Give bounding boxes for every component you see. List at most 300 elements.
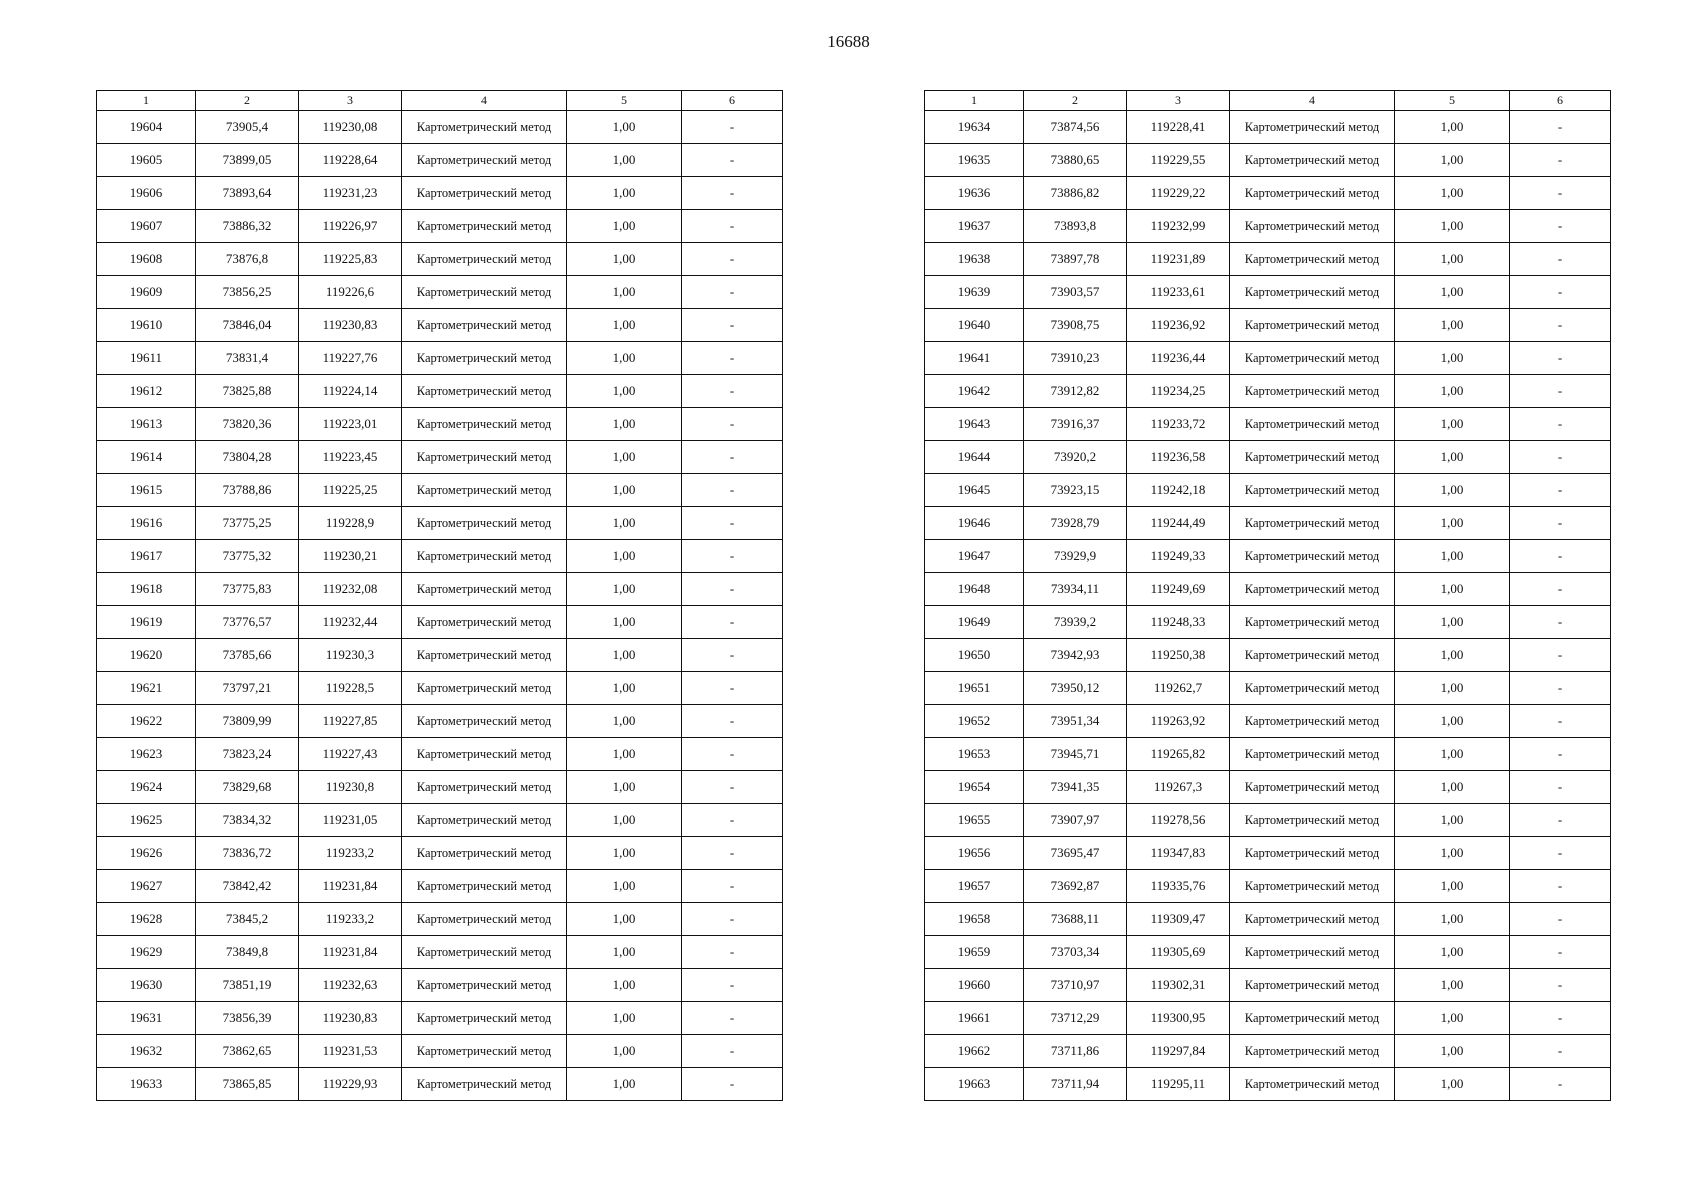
- point-number-cell: 19619: [97, 606, 196, 639]
- column-header: 1: [925, 91, 1024, 111]
- y-coordinate-cell: 119305,69: [1127, 936, 1230, 969]
- column-header: 6: [1510, 91, 1611, 111]
- table-row: [925, 1068, 1611, 1101]
- y-coordinate-cell: 119297,84: [1127, 1035, 1230, 1068]
- method-cell: Картометрический метод: [1230, 342, 1395, 375]
- point-number-cell: 19640: [925, 309, 1024, 342]
- note-cell: -: [1510, 606, 1611, 639]
- y-coordinate-cell: 119335,76: [1127, 870, 1230, 903]
- method-cell: Картометрический метод: [1230, 573, 1395, 606]
- x-coordinate-cell: 73703,34: [1024, 936, 1127, 969]
- accuracy-cell: 1,00: [567, 1035, 682, 1068]
- point-number-cell: 19660: [925, 969, 1024, 1002]
- point-number-cell: 19649: [925, 606, 1024, 639]
- note-cell: -: [1510, 177, 1611, 210]
- table-row: [925, 1035, 1611, 1068]
- method-cell: Картометрический метод: [402, 309, 567, 342]
- accuracy-cell: 1,00: [1395, 804, 1510, 837]
- y-coordinate-cell: 119227,85: [299, 705, 402, 738]
- accuracy-cell: 1,00: [1395, 705, 1510, 738]
- note-cell: -: [682, 1002, 783, 1035]
- table-row: [97, 540, 783, 573]
- accuracy-cell: 1,00: [1395, 111, 1510, 144]
- method-cell: Картометрический метод: [1230, 1002, 1395, 1035]
- y-coordinate-cell: 119233,2: [299, 903, 402, 936]
- method-cell: Картометрический метод: [402, 342, 567, 375]
- note-cell: -: [1510, 474, 1611, 507]
- x-coordinate-cell: 73831,4: [196, 342, 299, 375]
- method-cell: Картометрический метод: [1230, 936, 1395, 969]
- x-coordinate-cell: 73876,8: [196, 243, 299, 276]
- table-row: [97, 441, 783, 474]
- note-cell: -: [1510, 738, 1611, 771]
- table-row: [97, 969, 783, 1002]
- table-row: [925, 441, 1611, 474]
- y-coordinate-cell: 119230,21: [299, 540, 402, 573]
- method-cell: Картометрический метод: [1230, 672, 1395, 705]
- note-cell: -: [682, 771, 783, 804]
- note-cell: -: [1510, 243, 1611, 276]
- accuracy-cell: 1,00: [1395, 969, 1510, 1002]
- accuracy-cell: 1,00: [1395, 639, 1510, 672]
- x-coordinate-cell: 73929,9: [1024, 540, 1127, 573]
- note-cell: -: [1510, 1068, 1611, 1101]
- accuracy-cell: 1,00: [1395, 507, 1510, 540]
- point-number-cell: 19643: [925, 408, 1024, 441]
- point-number-cell: 19630: [97, 969, 196, 1002]
- table-row: [97, 474, 783, 507]
- x-coordinate-cell: 73823,24: [196, 738, 299, 771]
- accuracy-cell: 1,00: [1395, 1035, 1510, 1068]
- point-number-cell: 19653: [925, 738, 1024, 771]
- y-coordinate-cell: 119231,84: [299, 936, 402, 969]
- table-row: [925, 276, 1611, 309]
- x-coordinate-cell: 73939,2: [1024, 606, 1127, 639]
- x-coordinate-cell: 73845,2: [196, 903, 299, 936]
- table-row: [97, 276, 783, 309]
- x-coordinate-cell: 73899,05: [196, 144, 299, 177]
- accuracy-cell: 1,00: [1395, 408, 1510, 441]
- x-coordinate-cell: 73695,47: [1024, 837, 1127, 870]
- note-cell: -: [1510, 672, 1611, 705]
- method-cell: Картометрический метод: [402, 1002, 567, 1035]
- x-coordinate-cell: 73910,23: [1024, 342, 1127, 375]
- point-number-cell: 19632: [97, 1035, 196, 1068]
- x-coordinate-cell: 73711,86: [1024, 1035, 1127, 1068]
- note-cell: -: [682, 903, 783, 936]
- y-coordinate-cell: 119232,99: [1127, 210, 1230, 243]
- x-coordinate-cell: 73688,11: [1024, 903, 1127, 936]
- y-coordinate-cell: 119231,84: [299, 870, 402, 903]
- x-coordinate-cell: 73692,87: [1024, 870, 1127, 903]
- point-number-cell: 19644: [925, 441, 1024, 474]
- x-coordinate-cell: 73820,36: [196, 408, 299, 441]
- method-cell: Картометрический метод: [402, 837, 567, 870]
- accuracy-cell: 1,00: [567, 606, 682, 639]
- point-number-cell: 19663: [925, 1068, 1024, 1101]
- y-coordinate-cell: 119229,55: [1127, 144, 1230, 177]
- point-number-cell: 19658: [925, 903, 1024, 936]
- method-cell: Картометрический метод: [1230, 507, 1395, 540]
- method-cell: Картометрический метод: [1230, 309, 1395, 342]
- note-cell: -: [682, 111, 783, 144]
- point-number-cell: 19604: [97, 111, 196, 144]
- x-coordinate-cell: 73836,72: [196, 837, 299, 870]
- note-cell: -: [682, 837, 783, 870]
- point-number-cell: 19629: [97, 936, 196, 969]
- x-coordinate-cell: 73951,34: [1024, 705, 1127, 738]
- x-coordinate-cell: 73907,97: [1024, 804, 1127, 837]
- note-cell: -: [682, 342, 783, 375]
- table-row: [97, 342, 783, 375]
- note-cell: -: [1510, 309, 1611, 342]
- point-number-cell: 19624: [97, 771, 196, 804]
- point-number-cell: 19639: [925, 276, 1024, 309]
- point-number-cell: 19616: [97, 507, 196, 540]
- y-coordinate-cell: 119227,76: [299, 342, 402, 375]
- x-coordinate-cell: 73849,8: [196, 936, 299, 969]
- point-number-cell: 19623: [97, 738, 196, 771]
- method-cell: Картометрический метод: [402, 144, 567, 177]
- y-coordinate-cell: 119228,41: [1127, 111, 1230, 144]
- column-header: 4: [1230, 91, 1395, 111]
- accuracy-cell: 1,00: [567, 276, 682, 309]
- accuracy-cell: 1,00: [567, 408, 682, 441]
- method-cell: Картометрический метод: [1230, 210, 1395, 243]
- accuracy-cell: 1,00: [1395, 210, 1510, 243]
- table-row: [925, 540, 1611, 573]
- accuracy-cell: 1,00: [1395, 144, 1510, 177]
- x-coordinate-cell: 73916,37: [1024, 408, 1127, 441]
- x-coordinate-cell: 73842,42: [196, 870, 299, 903]
- note-cell: -: [1510, 408, 1611, 441]
- table-row: [97, 1035, 783, 1068]
- note-cell: -: [682, 408, 783, 441]
- point-number-cell: 19605: [97, 144, 196, 177]
- table-row: [925, 705, 1611, 738]
- y-coordinate-cell: 119230,3: [299, 639, 402, 672]
- table-row: [97, 375, 783, 408]
- table-row: [925, 969, 1611, 1002]
- accuracy-cell: 1,00: [567, 540, 682, 573]
- table-row: [925, 144, 1611, 177]
- table-row: [925, 342, 1611, 375]
- x-coordinate-cell: 73874,56: [1024, 111, 1127, 144]
- table-row: [925, 936, 1611, 969]
- accuracy-cell: 1,00: [567, 639, 682, 672]
- point-number-cell: 19612: [97, 375, 196, 408]
- y-coordinate-cell: 119236,92: [1127, 309, 1230, 342]
- accuracy-cell: 1,00: [567, 771, 682, 804]
- method-cell: Картометрический метод: [1230, 1068, 1395, 1101]
- table-row: [97, 210, 783, 243]
- note-cell: -: [1510, 837, 1611, 870]
- y-coordinate-cell: 119236,44: [1127, 342, 1230, 375]
- method-cell: Картометрический метод: [1230, 969, 1395, 1002]
- note-cell: -: [1510, 771, 1611, 804]
- table-row: [925, 639, 1611, 672]
- note-cell: -: [1510, 936, 1611, 969]
- point-number-cell: 19662: [925, 1035, 1024, 1068]
- x-coordinate-cell: 73775,83: [196, 573, 299, 606]
- point-number-cell: 19609: [97, 276, 196, 309]
- table-row: [925, 309, 1611, 342]
- table-row: [97, 309, 783, 342]
- point-number-cell: 19641: [925, 342, 1024, 375]
- y-coordinate-cell: 119263,92: [1127, 705, 1230, 738]
- method-cell: Картометрический метод: [402, 375, 567, 408]
- method-cell: Картометрический метод: [402, 243, 567, 276]
- table-row: [97, 1068, 783, 1101]
- column-header: 5: [1395, 91, 1510, 111]
- x-coordinate-cell: 73908,75: [1024, 309, 1127, 342]
- point-number-cell: 19618: [97, 573, 196, 606]
- x-coordinate-cell: 73865,85: [196, 1068, 299, 1101]
- x-coordinate-cell: 73923,15: [1024, 474, 1127, 507]
- note-cell: -: [1510, 870, 1611, 903]
- point-number-cell: 19647: [925, 540, 1024, 573]
- y-coordinate-cell: 119229,93: [299, 1068, 402, 1101]
- x-coordinate-cell: 73856,25: [196, 276, 299, 309]
- y-coordinate-cell: 119226,6: [299, 276, 402, 309]
- note-cell: -: [1510, 441, 1611, 474]
- y-coordinate-cell: 119233,72: [1127, 408, 1230, 441]
- point-number-cell: 19631: [97, 1002, 196, 1035]
- method-cell: Картометрический метод: [402, 441, 567, 474]
- y-coordinate-cell: 119226,97: [299, 210, 402, 243]
- x-coordinate-cell: 73942,93: [1024, 639, 1127, 672]
- point-number-cell: 19628: [97, 903, 196, 936]
- note-cell: -: [682, 804, 783, 837]
- method-cell: Картометрический метод: [1230, 870, 1395, 903]
- method-cell: Картометрический метод: [402, 210, 567, 243]
- note-cell: -: [682, 672, 783, 705]
- method-cell: Картометрический метод: [1230, 606, 1395, 639]
- accuracy-cell: 1,00: [1395, 771, 1510, 804]
- point-number-cell: 19625: [97, 804, 196, 837]
- method-cell: Картометрический метод: [1230, 705, 1395, 738]
- x-coordinate-cell: 73809,99: [196, 705, 299, 738]
- y-coordinate-cell: 119262,7: [1127, 672, 1230, 705]
- table-row: [97, 1002, 783, 1035]
- y-coordinate-cell: 119230,08: [299, 111, 402, 144]
- point-number-cell: 19615: [97, 474, 196, 507]
- note-cell: -: [1510, 639, 1611, 672]
- x-coordinate-cell: 73804,28: [196, 441, 299, 474]
- table-row: [925, 771, 1611, 804]
- x-coordinate-cell: 73893,8: [1024, 210, 1127, 243]
- method-cell: Картометрический метод: [402, 408, 567, 441]
- accuracy-cell: 1,00: [567, 903, 682, 936]
- y-coordinate-cell: 119233,61: [1127, 276, 1230, 309]
- table-row: [925, 837, 1611, 870]
- method-cell: Картометрический метод: [1230, 903, 1395, 936]
- y-coordinate-cell: 119224,14: [299, 375, 402, 408]
- x-coordinate-cell: 73785,66: [196, 639, 299, 672]
- point-number-cell: 19646: [925, 507, 1024, 540]
- x-coordinate-cell: 73934,11: [1024, 573, 1127, 606]
- accuracy-cell: 1,00: [1395, 342, 1510, 375]
- x-coordinate-cell: 73886,32: [196, 210, 299, 243]
- y-coordinate-cell: 119225,25: [299, 474, 402, 507]
- point-number-cell: 19655: [925, 804, 1024, 837]
- accuracy-cell: 1,00: [1395, 672, 1510, 705]
- table-row: [97, 738, 783, 771]
- table-row: [97, 507, 783, 540]
- x-coordinate-cell: 73920,2: [1024, 441, 1127, 474]
- method-cell: Картометрический метод: [402, 804, 567, 837]
- page-number: 16688: [827, 32, 870, 51]
- note-cell: -: [1510, 573, 1611, 606]
- accuracy-cell: 1,00: [1395, 276, 1510, 309]
- y-coordinate-cell: 119278,56: [1127, 804, 1230, 837]
- table-row: [97, 573, 783, 606]
- table-row: [925, 804, 1611, 837]
- point-number-cell: 19656: [925, 837, 1024, 870]
- accuracy-cell: 1,00: [567, 507, 682, 540]
- point-number-cell: 19642: [925, 375, 1024, 408]
- point-number-cell: 19611: [97, 342, 196, 375]
- y-coordinate-cell: 119231,89: [1127, 243, 1230, 276]
- method-cell: Картометрический метод: [1230, 276, 1395, 309]
- accuracy-cell: 1,00: [567, 969, 682, 1002]
- table-row: [925, 903, 1611, 936]
- x-coordinate-cell: 73905,4: [196, 111, 299, 144]
- table-row: [97, 177, 783, 210]
- column-header: 4: [402, 91, 567, 111]
- method-cell: Картометрический метод: [1230, 144, 1395, 177]
- note-cell: -: [1510, 507, 1611, 540]
- x-coordinate-cell: 73775,32: [196, 540, 299, 573]
- note-cell: -: [682, 309, 783, 342]
- method-cell: Картометрический метод: [402, 1035, 567, 1068]
- x-coordinate-cell: 73711,94: [1024, 1068, 1127, 1101]
- column-header: 1: [97, 91, 196, 111]
- method-cell: Картометрический метод: [402, 936, 567, 969]
- method-cell: Картометрический метод: [1230, 111, 1395, 144]
- method-cell: Картометрический метод: [402, 969, 567, 1002]
- x-coordinate-cell: 73829,68: [196, 771, 299, 804]
- table-row: [925, 738, 1611, 771]
- point-number-cell: 19651: [925, 672, 1024, 705]
- accuracy-cell: 1,00: [567, 474, 682, 507]
- table-row: [97, 870, 783, 903]
- note-cell: -: [682, 540, 783, 573]
- x-coordinate-cell: 73941,35: [1024, 771, 1127, 804]
- note-cell: -: [682, 738, 783, 771]
- table-row: [97, 606, 783, 639]
- point-number-cell: 19613: [97, 408, 196, 441]
- accuracy-cell: 1,00: [567, 342, 682, 375]
- table-row: [925, 573, 1611, 606]
- accuracy-cell: 1,00: [567, 111, 682, 144]
- table-row: [925, 1002, 1611, 1035]
- y-coordinate-cell: 119225,83: [299, 243, 402, 276]
- point-number-cell: 19610: [97, 309, 196, 342]
- y-coordinate-cell: 119223,01: [299, 408, 402, 441]
- note-cell: -: [682, 474, 783, 507]
- method-cell: Картометрический метод: [402, 738, 567, 771]
- method-cell: Картометрический метод: [1230, 1035, 1395, 1068]
- y-coordinate-cell: 119223,45: [299, 441, 402, 474]
- y-coordinate-cell: 119227,43: [299, 738, 402, 771]
- note-cell: -: [682, 1035, 783, 1068]
- point-number-cell: 19659: [925, 936, 1024, 969]
- x-coordinate-cell: 73797,21: [196, 672, 299, 705]
- point-number-cell: 19627: [97, 870, 196, 903]
- x-coordinate-cell: 73950,12: [1024, 672, 1127, 705]
- y-coordinate-cell: 119295,11: [1127, 1068, 1230, 1101]
- method-cell: Картометрический метод: [402, 870, 567, 903]
- point-number-cell: 19620: [97, 639, 196, 672]
- note-cell: -: [682, 375, 783, 408]
- note-cell: -: [682, 210, 783, 243]
- x-coordinate-cell: 73897,78: [1024, 243, 1127, 276]
- note-cell: -: [1510, 342, 1611, 375]
- y-coordinate-cell: 119228,9: [299, 507, 402, 540]
- x-coordinate-cell: 73928,79: [1024, 507, 1127, 540]
- y-coordinate-cell: 119228,64: [299, 144, 402, 177]
- x-coordinate-cell: 73862,65: [196, 1035, 299, 1068]
- note-cell: -: [1510, 1002, 1611, 1035]
- y-coordinate-cell: 119230,83: [299, 309, 402, 342]
- accuracy-cell: 1,00: [1395, 870, 1510, 903]
- accuracy-cell: 1,00: [567, 375, 682, 408]
- accuracy-cell: 1,00: [1395, 837, 1510, 870]
- table-header-row: [925, 91, 1611, 111]
- point-number-cell: 19633: [97, 1068, 196, 1101]
- note-cell: -: [682, 936, 783, 969]
- table-row: [925, 408, 1611, 441]
- y-coordinate-cell: 119229,22: [1127, 177, 1230, 210]
- accuracy-cell: 1,00: [1395, 606, 1510, 639]
- table-row: [97, 408, 783, 441]
- y-coordinate-cell: 119249,69: [1127, 573, 1230, 606]
- table-row: [925, 111, 1611, 144]
- y-coordinate-cell: 119231,05: [299, 804, 402, 837]
- method-cell: Картометрический метод: [402, 705, 567, 738]
- point-number-cell: 19638: [925, 243, 1024, 276]
- note-cell: -: [682, 276, 783, 309]
- note-cell: -: [1510, 969, 1611, 1002]
- method-cell: Картометрический метод: [402, 474, 567, 507]
- note-cell: -: [1510, 210, 1611, 243]
- point-number-cell: 19636: [925, 177, 1024, 210]
- method-cell: Картометрический метод: [402, 507, 567, 540]
- method-cell: Картометрический метод: [402, 111, 567, 144]
- accuracy-cell: 1,00: [1395, 540, 1510, 573]
- y-coordinate-cell: 119232,08: [299, 573, 402, 606]
- accuracy-cell: 1,00: [567, 177, 682, 210]
- accuracy-cell: 1,00: [567, 870, 682, 903]
- note-cell: -: [682, 1068, 783, 1101]
- y-coordinate-cell: 119265,82: [1127, 738, 1230, 771]
- method-cell: Картометрический метод: [1230, 771, 1395, 804]
- accuracy-cell: 1,00: [567, 837, 682, 870]
- method-cell: Картометрический метод: [1230, 375, 1395, 408]
- y-coordinate-cell: 119309,47: [1127, 903, 1230, 936]
- accuracy-cell: 1,00: [567, 1002, 682, 1035]
- note-cell: -: [1510, 375, 1611, 408]
- point-number-cell: 19635: [925, 144, 1024, 177]
- x-coordinate-cell: 73856,39: [196, 1002, 299, 1035]
- point-number-cell: 19626: [97, 837, 196, 870]
- table-row: [97, 639, 783, 672]
- note-cell: -: [682, 606, 783, 639]
- note-cell: -: [682, 441, 783, 474]
- x-coordinate-cell: 73893,64: [196, 177, 299, 210]
- point-number-cell: 19634: [925, 111, 1024, 144]
